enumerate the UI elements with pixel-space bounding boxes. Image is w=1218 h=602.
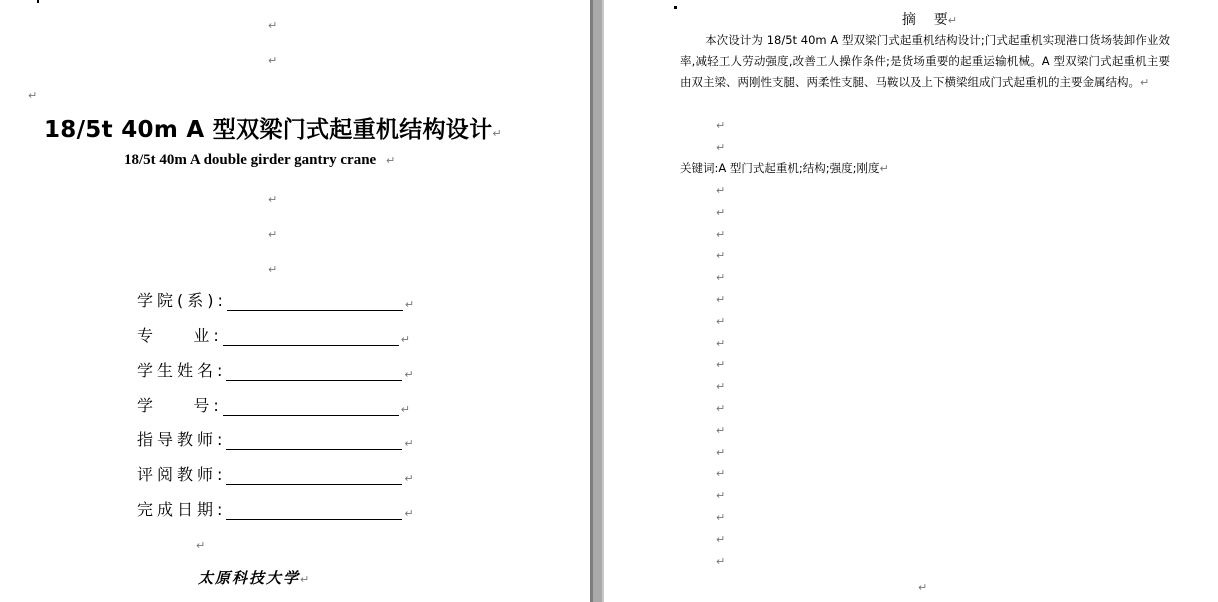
paragraph-mark: ↵ xyxy=(918,581,928,594)
paragraph-mark: ↵ xyxy=(268,228,278,241)
keywords-line: 关键词:A 型门式起重机;结构;强度;刚度↵ xyxy=(680,161,889,175)
text-cursor xyxy=(37,0,39,3)
paragraph-mark: ↵ xyxy=(716,423,726,437)
paragraph-mark: ↵ xyxy=(716,554,726,568)
field-label: 专 业: xyxy=(137,326,223,345)
paragraph-mark: ↵ xyxy=(300,573,312,586)
paragraph-mark: ↵ xyxy=(404,437,414,450)
field-label: 学生姓名: xyxy=(137,361,227,380)
field-underline[interactable] xyxy=(226,362,402,381)
field-underline[interactable] xyxy=(226,431,402,450)
paragraph-mark: ↵ xyxy=(268,263,278,276)
paragraph-mark: ↵ xyxy=(404,298,415,311)
paragraph-mark: ↵ xyxy=(385,154,396,167)
paragraph-mark: ↵ xyxy=(716,467,726,481)
paragraph-mark: ↵ xyxy=(404,507,414,520)
abstract-body xyxy=(680,30,1170,93)
paragraph-mark: ↵ xyxy=(716,271,726,285)
paragraph-mark: ↵ xyxy=(404,472,414,485)
paragraph-mark: ↵ xyxy=(716,249,726,263)
paragraph-mark: ↵ xyxy=(404,368,414,381)
field-underline[interactable] xyxy=(226,501,402,520)
document-page-cover[interactable] xyxy=(0,0,590,602)
paragraph-mark: ↵ xyxy=(716,314,726,328)
abstract-title: 摘 要↵ xyxy=(901,12,957,28)
paragraph-mark: ↵ xyxy=(716,358,726,372)
field-label: 评阅教师: xyxy=(137,465,227,484)
text-cursor xyxy=(674,6,677,9)
field-student-id[interactable] xyxy=(137,394,410,416)
paragraph-mark: ↵ xyxy=(716,445,726,459)
field-underline[interactable] xyxy=(223,327,399,346)
paragraph-mark: ↵ xyxy=(400,403,410,416)
field-underline[interactable] xyxy=(223,397,399,416)
paragraph-mark: ↵ xyxy=(268,193,278,206)
field-label: 学院(系): xyxy=(137,291,227,310)
gutter-edge xyxy=(590,0,593,602)
field-underline[interactable] xyxy=(227,292,403,311)
paragraph-mark: ↵ xyxy=(716,489,726,503)
paragraph-mark: ↵ xyxy=(492,127,502,140)
paragraph-mark: ↵ xyxy=(716,184,726,197)
paragraph-mark: ↵ xyxy=(28,89,38,102)
paragraph-mark: ↵ xyxy=(716,227,726,241)
field-label: 学 号: xyxy=(137,396,223,415)
paragraph-mark: ↵ xyxy=(716,402,726,415)
paragraph-mark: ↵ xyxy=(1140,76,1150,89)
page-gutter xyxy=(590,0,604,602)
field-completion-date[interactable] xyxy=(137,498,414,520)
paragraph-mark: ↵ xyxy=(716,380,726,394)
field-major[interactable] xyxy=(137,324,410,346)
thesis-title-english: 18/5t 40m A double girder gantry crane ↵ xyxy=(124,152,396,168)
field-advisor[interactable] xyxy=(137,428,414,450)
paragraph-mark: ↵ xyxy=(268,19,278,32)
abstract-text: 本次设计为 18/5t 40m A 型双梁门式起重机结构设计;门式起重机实现港口货场装卸作业效率,减轻工人劳动强度,改善工人操作条件;是货场重要的起重运输机械。A 型双梁门式起重机主要由双主梁、两刚性支腿、两柔性支腿、马鞍以及上下横梁组成门式起重机的主要金属结构。 xyxy=(680,33,1170,89)
paragraph-mark: ↵ xyxy=(716,293,726,306)
paragraph-mark: ↵ xyxy=(716,119,726,132)
field-reviewer[interactable] xyxy=(137,463,414,485)
paragraph-mark: ↵ xyxy=(716,205,726,219)
paragraph-mark: ↵ xyxy=(879,162,889,175)
field-underline[interactable] xyxy=(226,466,402,485)
field-student-name[interactable] xyxy=(137,359,414,381)
paragraph-mark: ↵ xyxy=(716,532,726,546)
paragraph-mark: ↵ xyxy=(947,14,957,27)
field-college[interactable] xyxy=(137,289,414,311)
paragraph-mark: ↵ xyxy=(716,141,726,154)
paragraph-mark: ↵ xyxy=(400,333,410,346)
university-name: 太原科技大学↵ xyxy=(198,569,312,587)
paragraph-mark: ↵ xyxy=(268,54,278,67)
field-label: 完成日期: xyxy=(137,500,227,519)
paragraph-mark: ↵ xyxy=(716,336,726,350)
field-label: 指导教师: xyxy=(137,430,227,449)
paragraph-mark: ↵ xyxy=(196,539,206,552)
paragraph-mark: ↵ xyxy=(716,511,726,524)
thesis-title-chinese: 18/5t 40m A 型双梁门式起重机结构设计↵ xyxy=(44,117,502,143)
